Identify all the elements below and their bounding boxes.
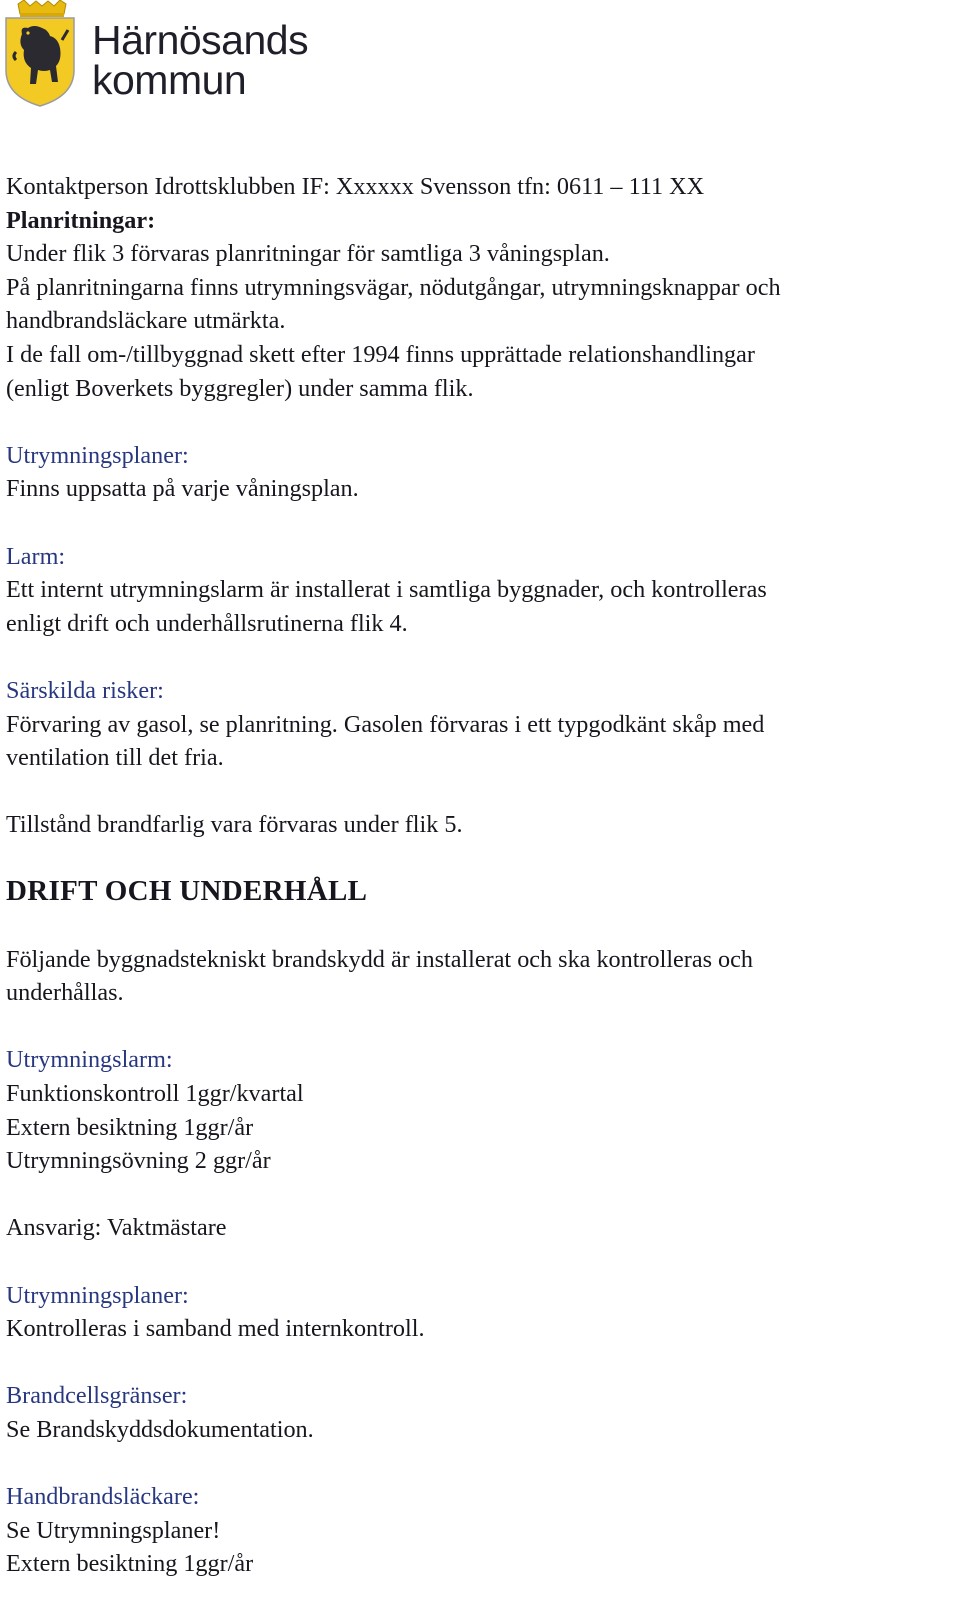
utrymningslarm-line: Utrymningsövning 2 ggr/år: [6, 1147, 271, 1175]
spacer: [6, 775, 951, 809]
brandcellsgranser-label: Brandcellsgränser:: [6, 1382, 188, 1410]
spacer: [6, 1178, 951, 1212]
larm-label: Larm:: [6, 542, 66, 570]
contact-line: Kontaktperson Idrottsklubben IF: Xxxxxx Svensson tfn: 0611 – 111 XX: [6, 173, 705, 200]
spacer: [6, 1245, 951, 1279]
tillstand-line: Tillstånd brandfarlig vara förvaras under flik 5.: [6, 811, 463, 839]
planritningar-label: Planritningar:: [6, 206, 156, 234]
planritningar-line: handbrandsläckare utmärkta.: [6, 307, 286, 335]
spacer: [6, 506, 951, 540]
page-header: [4, 0, 404, 110]
utrymningslarm-label: Utrymningslarm:: [6, 1046, 173, 1074]
section-heading: DRIFT OCH UNDERHÅLL: [6, 875, 368, 908]
planritningar-line: Under flik 3 förvaras planritningar för samtliga 3 våningsplan.: [6, 240, 610, 268]
spacer: [6, 909, 951, 943]
logo-line-1: Härnösands: [92, 17, 309, 63]
sarskilda-risker-line: Förvaring av gasol, se planritning. Gasolen förvaras i ett typgodkänt skåp med: [6, 710, 765, 738]
handbrandslackare-label: Handbrandsläckare:: [6, 1483, 200, 1511]
handbrandslackare-line: Se Utrymningsplaner!: [6, 1516, 221, 1544]
ansvarig-line: Ansvarig: Vaktmästare: [6, 1214, 227, 1242]
planritningar-line: (enligt Boverkets byggregler) under samma flik.: [6, 374, 474, 402]
spacer: [6, 1346, 951, 1380]
spacer: [6, 1010, 951, 1044]
sarskilda-risker-label: Särskilda risker:: [6, 676, 164, 704]
utrymningslarm-line: Funktionskontroll 1ggr/kvartal: [6, 1080, 304, 1108]
utrymningslarm-line: Extern besiktning 1ggr/år: [6, 1113, 254, 1141]
utrymningsplaner-line: Finns uppsatta på varje våningsplan.: [6, 475, 359, 503]
utrymningsplaner-label: Utrymningsplaner:: [6, 441, 189, 469]
municipality-logo-text: [92, 17, 309, 103]
larm-line: Ett internt utrymningslarm är installerat i samtliga byggnader, och kontrolleras: [6, 576, 767, 604]
planritningar-line: På planritningarna finns utrymningsvägar, nödutgångar, utrymningsknappar och: [6, 273, 781, 301]
sarskilda-risker-line: ventilation till det fria.: [6, 744, 224, 772]
municipal-crest-icon: [4, 0, 76, 108]
planritningar-line: I de fall om-/tillbyggnad skett efter 1994 finns upprättade relationshandlingar: [6, 340, 755, 368]
spacer: [6, 842, 951, 876]
document-body: [6, 170, 951, 1581]
spacer: [6, 1447, 951, 1481]
logo-line-2: kommun: [92, 57, 247, 103]
spacer: [6, 640, 951, 674]
larm-line: enligt drift och underhållsrutinerna flik 4.: [6, 609, 408, 637]
intro-line: underhållas.: [6, 979, 124, 1007]
handbrandslackare-line: Extern besiktning 1ggr/år: [6, 1550, 254, 1578]
spacer: [6, 405, 951, 439]
intro-line: Följande byggnadstekniskt brandskydd är installerat och ska kontrolleras och: [6, 945, 753, 973]
brandcellsgranser-line: Se Brandskyddsdokumentation.: [6, 1415, 314, 1443]
utrymningsplaner-2-line: Kontrolleras i samband med internkontroll.: [6, 1315, 425, 1343]
utrymningsplaner-2-label: Utrymningsplaner:: [6, 1281, 189, 1309]
